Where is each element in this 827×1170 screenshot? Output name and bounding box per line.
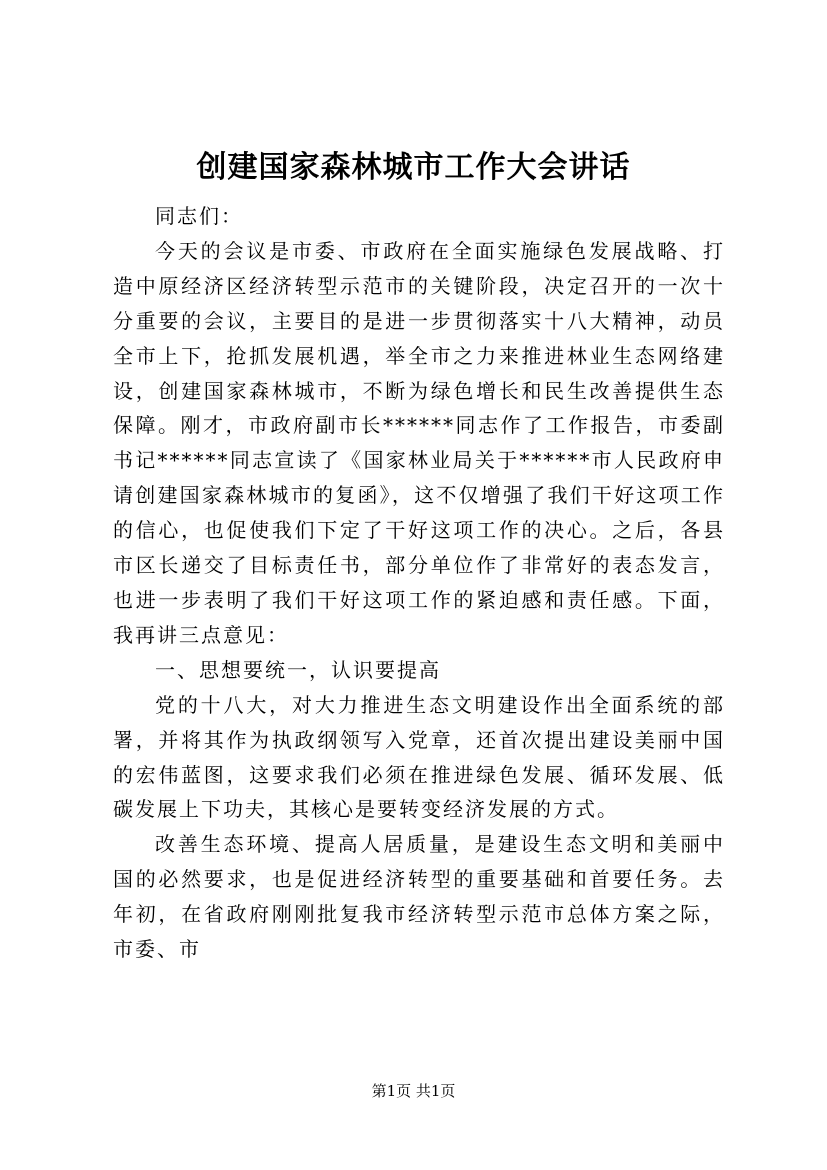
paragraph-party-congress: 党的十八大，对大力推进生态文明建设作出全面系统的部署，并将其作为执政纲领写入党章，还首次提出建设美丽中国的宏伟蓝图，这要求我们必须在推进绿色发展、循环发展、低碳发展上下功夫，其核心是要转变经济发展的方式。: [113, 692, 725, 822]
document-title: 创建国家森林城市工作大会讲话: [196, 150, 631, 185]
document-body: [113, 199, 725, 967]
page-number-footer: 第1页 共1页: [371, 1082, 456, 1100]
paragraph-opening: 今天的会议是市委、市政府在全面实施绿色发展战略、打造中原经济区经济转型示范市的关键阶段，决定召开的一次十分重要的会议，主要目的是进一步贯彻落实十八大精神，动员全市上下，抢抓发展机遇，举全市之力来推进林业生态网络建设，创建国家森林城市，不断为绿色增长和民生改善提供生态保障。刚才，市政府副市长******同志作了工作报告，市委副书记******同志宣读了《国家林业局关于******市人民政府申请创建国家森林城市的复函》，这不仅增强了我们干好这项工作的信心，也促使我们下定了干好这项工作的决心。之后，各县市区长递交了目标责任书，部分单位作了非常好的表态发言，也进一步表明了我们干好这项工作的紧迫感和责任感。下面，我再讲三点意见：: [113, 238, 725, 647]
paragraph-ecology: 改善生态环境、提高人居质量，是建设生态文明和美丽中国的必然要求，也是促进经济转型的重要基础和首要任务。去年初，在省政府刚刚批复我市经济转型示范市总体方案之际，市委、市: [113, 832, 725, 962]
section-heading-1: 一、思想要统一，认识要提高: [155, 657, 441, 682]
salutation: 同志们：: [155, 204, 243, 228]
